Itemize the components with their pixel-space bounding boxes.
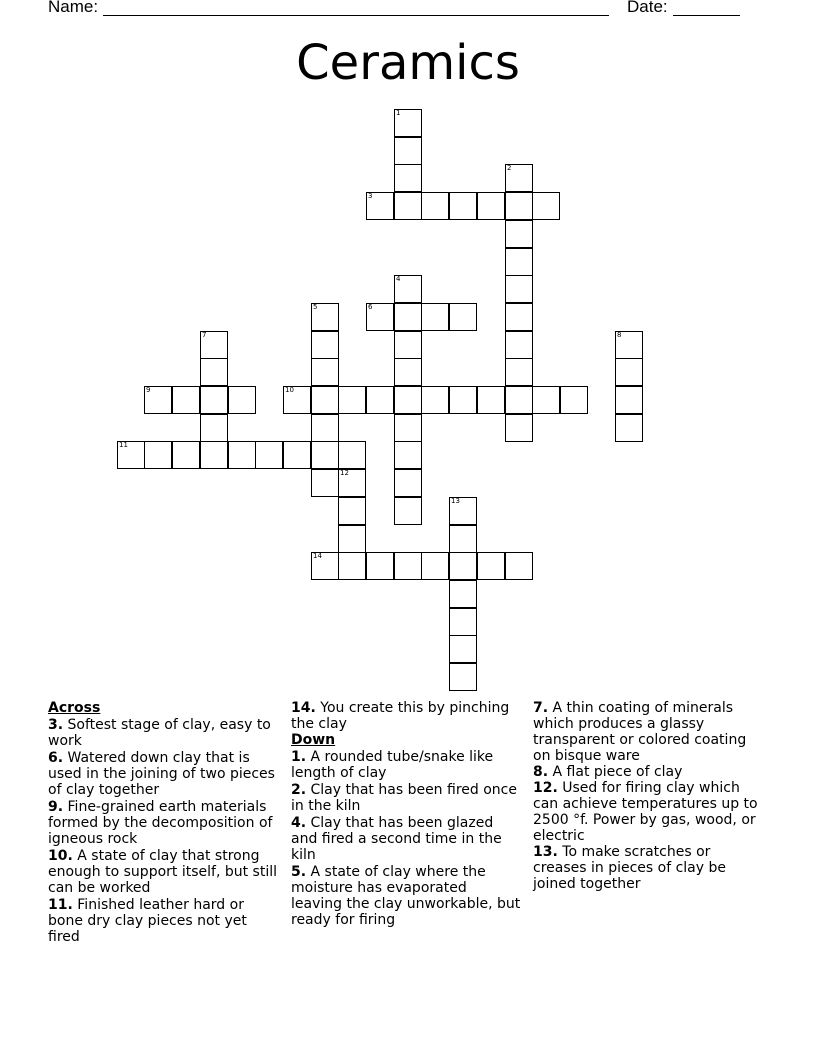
grid-cell[interactable] [505,303,533,331]
grid-cell[interactable] [505,220,533,248]
grid-cell[interactable] [394,497,422,525]
grid-cell[interactable] [338,497,366,525]
clue-across-9 [48,799,278,847]
clue-text: Watered down clay that is used in the joining of two pieces of clay together [48,750,275,798]
clue-down-5 [291,864,521,928]
grid-cell[interactable] [449,525,477,553]
grid-cell[interactable] [144,441,172,469]
cell-number: 10 [285,386,294,394]
grid-cell[interactable] [117,441,145,469]
clue-number: 2. [291,782,307,798]
grid-cell[interactable] [477,386,505,414]
grid-cell[interactable] [311,441,339,469]
cell-number: 13 [451,497,460,505]
grid-cell[interactable] [338,552,366,580]
grid-cell[interactable] [394,414,422,442]
grid-cell[interactable] [311,469,339,497]
grid-cell[interactable] [366,192,394,220]
grid-cell[interactable] [477,552,505,580]
grid-cell[interactable] [394,164,422,192]
grid-cell[interactable] [449,663,477,691]
cell-number: 14 [313,552,322,560]
grid-cell[interactable] [505,248,533,276]
grid-cell[interactable] [172,441,200,469]
grid-cell[interactable] [283,386,311,414]
cell-number: 11 [119,441,128,449]
grid-cell[interactable] [283,441,311,469]
date-label: Date: [627,0,668,16]
grid-cell[interactable] [449,552,477,580]
clue-text: To make scratches or creases in pieces of clay be joined together [533,844,726,892]
cell-number: 6 [368,303,373,311]
grid-cell[interactable] [421,192,449,220]
clue-across-10 [48,848,278,896]
grid-cell[interactable] [615,414,643,442]
cell-number: 7 [202,331,207,339]
clue-down-2 [291,782,521,814]
grid-cell[interactable] [255,441,283,469]
clue-number: 12. [533,780,558,796]
clue-text: Used for firing clay which can achieve temperatures up to 2500 °f. Power by gas, wood, or electric [533,780,758,844]
grid-cell[interactable] [200,358,228,386]
grid-cell[interactable] [394,386,422,414]
grid-cell[interactable] [615,358,643,386]
grid-cell[interactable] [394,275,422,303]
clue-number: 1. [291,749,307,765]
grid-cell[interactable] [449,580,477,608]
clue-number: 8. [533,764,549,780]
grid-cell[interactable] [311,552,339,580]
grid-cell[interactable] [366,303,394,331]
grid-cell[interactable] [394,358,422,386]
grid-cell[interactable] [338,469,366,497]
grid-cell[interactable] [449,497,477,525]
grid-cell[interactable] [172,386,200,414]
clues-column-1 [48,700,278,945]
clue-number: 10. [48,848,73,864]
grid-cell[interactable] [228,441,256,469]
cell-number: 12 [340,469,349,477]
cell-number: 9 [146,386,151,394]
grid-cell[interactable] [449,635,477,663]
clue-number: 14. [291,700,316,716]
grid-cell[interactable] [200,331,228,359]
grid-cell[interactable] [449,303,477,331]
clue-text: A rounded tube/snake like length of clay [291,749,494,781]
cell-number: 2 [507,164,512,172]
grid-cell[interactable] [394,192,422,220]
clue-number: 7. [533,700,549,716]
clue-text: Clay that has been fired once in the kiln [291,782,517,814]
clue-text: Clay that has been glazed and fired a second time in the kiln [291,815,502,863]
clue-down-12 [533,780,763,844]
grid-cell[interactable] [449,386,477,414]
grid-cell[interactable] [394,469,422,497]
down-heading: Down [291,732,336,748]
grid-cell[interactable] [505,552,533,580]
grid-cell[interactable] [311,303,339,331]
grid-cell[interactable] [477,192,505,220]
grid-cell[interactable] [228,386,256,414]
grid-cell[interactable] [449,192,477,220]
grid-cell[interactable] [421,303,449,331]
grid-cell[interactable] [338,525,366,553]
grid-cell[interactable] [144,386,172,414]
grid-cell[interactable] [200,441,228,469]
grid-cell[interactable] [505,414,533,442]
grid-cell[interactable] [505,331,533,359]
grid-cell[interactable] [421,386,449,414]
grid-cell[interactable] [311,331,339,359]
clue-down-13 [533,844,763,892]
page-title: Ceramics [296,35,520,91]
clue-across-14 [291,700,521,732]
clue-number: 11. [48,897,73,913]
grid-cell[interactable] [311,386,339,414]
grid-cell[interactable] [338,386,366,414]
grid-cell[interactable] [200,386,228,414]
name-label: Name: [48,0,99,16]
grid-cell[interactable] [615,386,643,414]
clues-column-2 [291,700,521,928]
grid-cell[interactable] [560,386,588,414]
grid-cell[interactable] [311,414,339,442]
grid-cell[interactable] [311,358,339,386]
clue-text: A state of clay where the moisture has evaporated leaving the clay unworkable, but ready for firing [291,864,521,928]
clue-text: Softest stage of clay, easy to work [48,717,271,749]
grid-cell[interactable] [505,386,533,414]
clue-text: A state of clay that strong enough to support itself, but still can be worked [48,848,277,896]
clue-number: 13. [533,844,558,860]
grid-cell[interactable] [394,552,422,580]
clue-number: 4. [291,815,307,831]
clue-text: Finished leather hard or bone dry clay pieces not yet fired [48,897,247,945]
clue-text: Fine-grained earth materials formed by the decomposition of igneous rock [48,799,273,847]
grid-cell[interactable] [394,331,422,359]
cell-number: 1 [396,109,401,117]
grid-cell[interactable] [532,192,560,220]
cell-number: 5 [313,303,318,311]
clue-across-6 [48,750,278,798]
grid-cell[interactable] [505,358,533,386]
clue-number: 3. [48,717,64,733]
clue-number: 6. [48,750,64,766]
clue-down-1 [291,749,521,781]
clues-column-3 [533,700,763,892]
cell-number: 8 [617,331,622,339]
grid-cell[interactable] [338,441,366,469]
clue-across-11 [48,897,278,945]
grid-cell[interactable] [532,386,560,414]
grid-cell[interactable] [366,552,394,580]
grid-cell[interactable] [505,275,533,303]
clue-text: You create this by pinching the clay [291,700,510,732]
grid-cell[interactable] [449,608,477,636]
clue-number: 9. [48,799,64,815]
grid-cell[interactable] [615,331,643,359]
clue-text: A flat piece of clay [552,764,683,780]
clue-down-8 [533,764,763,780]
clue-number: 5. [291,864,307,880]
clue-across-3 [48,717,278,749]
clue-text: A thin coating of minerals which produces a glassy transparent or colored coating on bisque ware [533,700,747,764]
grid-cell[interactable] [366,386,394,414]
across-heading: Across [48,700,101,716]
grid-cell[interactable] [394,303,422,331]
clue-down-4 [291,815,521,863]
grid-cell[interactable] [394,441,422,469]
grid-cell[interactable] [505,164,533,192]
clue-down-7 [533,700,763,764]
grid-cell[interactable] [200,414,228,442]
grid-cell[interactable] [394,109,422,137]
grid-cell[interactable] [505,192,533,220]
cell-number: 4 [396,275,401,283]
cell-number: 3 [368,192,373,200]
grid-cell[interactable] [394,137,422,165]
grid-cell[interactable] [421,552,449,580]
